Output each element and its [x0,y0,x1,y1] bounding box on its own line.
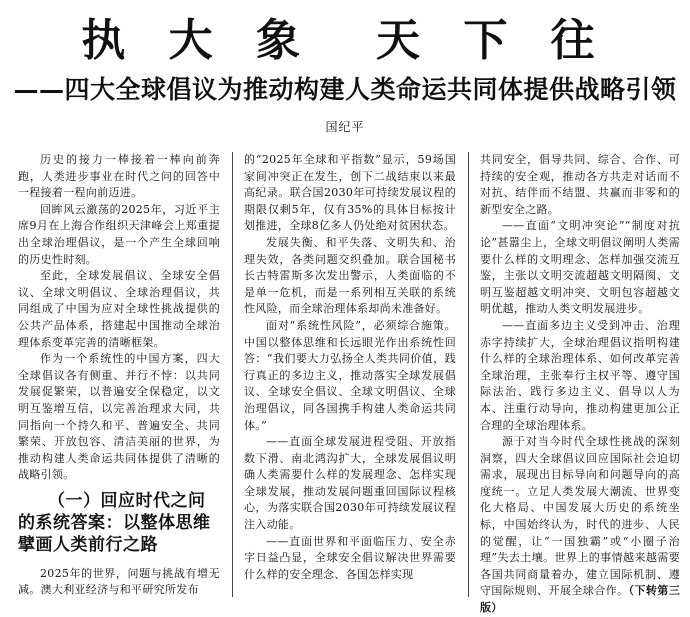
subtitle: ——四大全球倡议为推动构建人类命运共同体提供战略引领 [13,75,677,104]
section-heading-line: 擘画人类前行之路 [18,534,158,555]
column-1 [18,152,220,599]
paragraph: ——直面“文明冲突论”“制度对抗论”甚嚣尘上，全球文明倡议阐明人类需要什么样的文明理念、怎样加强交流互鉴，主张以文明交流超越文明隔阂、文明互鉴超越文明冲突、文明包容超越文明优越，推动人类文明发展进步。 [480,219,680,316]
paragraph: ——直面全球发展进程受阻、开放指数下滑、南北鸿沟扩大，全球发展倡议明确人类需要什么样的发展理念、怎样实现全球发展，推动发展问题重回国际议程核心，为落实联合国2030年可持续发展议程注入动能。 [244,435,456,532]
section-heading-line: 的系统答案：以整体思维 [18,512,211,533]
column-3 [480,152,680,617]
author-byline: 国纪平 [325,120,365,134]
paragraph: 面对“系统性风险”，必须综合施策。中国以整体思维和长远眼光作出系统性回答：“我们要大力弘扬全人类共同价值，践行真正的多边主义，推动落实全球发展倡议、全球安全倡议、全球文明倡议、全球治理倡议，同各国携手构建人类命运共同体。” [244,318,456,432]
headline [0,14,690,68]
paragraph: 共同安全，倡导共同、综合、合作、可持续的安全观，推动各方共走对话而不对抗、结伴而不结盟、共赢而非零和的新型安全之路。 [480,153,680,216]
column-divider-1 [232,152,233,597]
paragraph: ——直面多边主义受到冲击、治理赤字持续扩大，全球治理倡议指明构建什么样的全球治理体系、如何改革完善全球治理，主张奉行主权平等、遵守国际法治、践行多边主义、倡导以人为本、注重行动导向，推动构建更加公正合理的全球治理体系。 [480,318,680,432]
section-heading [18,490,220,556]
paragraph: 回眸风云激荡的2025年，习近平主席9月在上海合作组织天津峰会上郑重提出全球治理倡议，是一个产生全球回响的历史性时刻。 [18,202,220,266]
headline-left: 执 大 象 [81,15,314,66]
column-2 [244,152,456,583]
paragraph: ——直面世界和平面临压力、安全赤字日益凸显，全球安全倡议解决世界需要什么样的安全理念、各国怎样实现 [244,534,456,581]
paragraph: 2025年的世界，问题与挑战有增无减。澳大利亚经济与和平研究所发布 [18,566,220,597]
paragraph: 至此，全球发展倡议、全球安全倡议、全球文明倡议、全球治理倡议，共同组成了中国为应对全球性挑战提供的公共产品体系，搭建起中国推动全球治理体系变革完善的清晰框架。 [18,269,220,349]
paragraph [480,434,680,617]
paragraph: 作为一个系统性的中国方案，四大全球倡议各有侧重、并行不悖：以共同发展促繁荣，以普遍安全保稳定，以文明互鉴增互信，以完善治理求大同，共同指向一个持久和平、普遍安全、共同繁荣、开放包容、清洁美丽的世界，为推动构建人类命运共同体提供了清晰的战略引领。 [18,352,220,482]
paragraph: 历史的接力一棒接着一棒向前奔跑，人类进步事业在时代之问的回答中一程接着一程向前迈进。 [18,153,220,200]
continued-notice[interactable]: （下转第三版） [480,584,680,615]
column-divider-2 [468,152,469,597]
paragraph-text: 源于对当今时代全球性挑战的深刻洞察，四大全球倡议回应国际社会迫切需求，展现出目标导向和问题导向的高度统一。立足人类发展大潮流、世界变化大格局、中国发展大历史的系统坐标，中国始终认为，时代的进步、人民的觉醒，让“一国独霸”或“小圈子治理”失去土壤。世界上的事情越来越需要各国共同商量着办，建立国际机制、遵守国际规则、开展全球合作。 [480,435,680,598]
headline-right: 天 下 往 [376,15,609,66]
paragraph: 的“2025年全球和平指数”显示，59场国家间冲突正在发生，创下二战结束以来最高纪录。联合国2030年可持续发展议程的期限仅剩5年，仅有35%的具体目标按计划推进，全球8亿多人仍处绝对贫困状态。 [244,153,456,233]
paragraph: 发展失衡、和平失落、文明失和、治理失效，各类问题交织叠加。联合国秘书长古特雷斯多次发出警示，人类面临的不是单一危机，而是一系列相互关联的系统性风险，而全球治理体系却尚未准备好。 [244,235,456,316]
section-heading-line: （一）回应时代之问 [48,490,206,511]
